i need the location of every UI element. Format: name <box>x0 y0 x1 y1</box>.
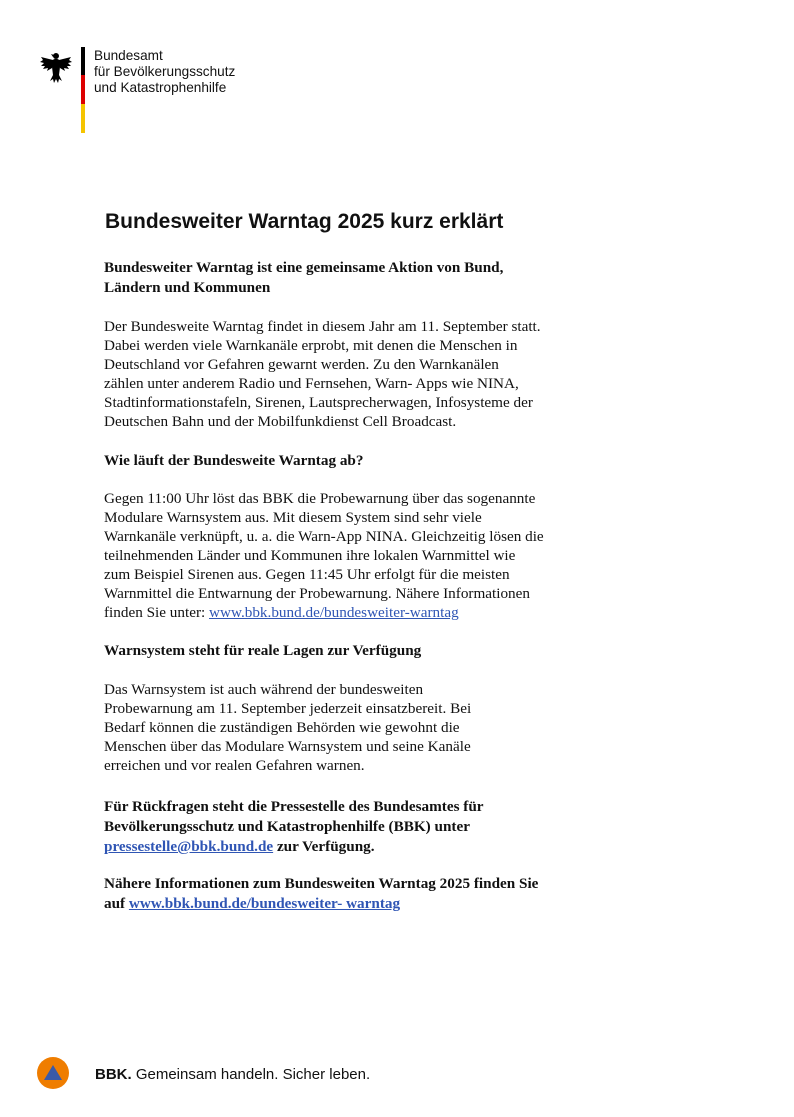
contact-line: Bevölkerungsschutz und Katastrophenhilfe (BBK) unter <box>104 818 470 835</box>
paragraph-line: Menschen über das Modulare Warnsystem und seine Kanäle <box>104 738 471 755</box>
link-prefix: finden Sie unter: <box>104 604 210 621</box>
agency-name <box>94 48 235 96</box>
paragraph-line: Dabei werden viele Warnkanäle erprobt, mit denen die Menschen in <box>104 337 518 354</box>
paragraph-line: Warnkanäle verknüpft, u. a. die Warn-App NINA. Gleichzeitig lösen die <box>104 528 544 545</box>
flag-stripe-gold <box>81 104 85 133</box>
contact-suffix: zur Verfügung. <box>273 838 375 855</box>
paragraph-line: Stadtinformationstafeln, Sirenen, Lautsprecherwagen, Infosysteme der <box>104 394 533 411</box>
contact-paragraph <box>104 797 484 857</box>
brand-name: BBK. <box>95 1066 132 1083</box>
heading-line: Ländern und Kommunen <box>104 279 271 296</box>
paragraph-line: Warnmittel die Entwarnung der Probewarnung. Nähere Informationen <box>104 585 530 602</box>
intro-paragraph <box>104 317 541 431</box>
more-info-line: Nähere Informationen zum Bundesweiten Warntag 2025 finden Sie <box>104 875 539 892</box>
paragraph-line: Bedarf können die zuständigen Behörden wie gewohnt die <box>104 719 460 736</box>
paragraph-line: Der Bundesweite Warntag findet in diesem Jahr am 11. September statt. <box>104 318 541 335</box>
paragraph-line: Das Warnsystem ist auch während der bundesweiten <box>104 681 424 698</box>
paragraph-line: zum Beispiel Sirenen aus. Gegen 11:45 Uhr erfolgt für die meisten <box>104 566 510 583</box>
paragraph-line: Gegen 11:00 Uhr löst das BBK die Probewarnung über das sogenannte <box>104 490 536 507</box>
german-flag-bar <box>81 47 85 133</box>
process-paragraph <box>104 489 544 622</box>
contact-line: Für Rückfragen steht die Pressestelle des Bundesamtes für <box>104 798 484 815</box>
slogan-text: Gemeinsam handeln. Sicher leben. <box>131 1066 371 1083</box>
civil-protection-triangle-icon <box>43 1063 63 1083</box>
paragraph-line: Deutschen Bahn und der Mobilfunkdienst Cell Broadcast. <box>104 413 457 430</box>
footer-slogan <box>95 1066 370 1083</box>
contact-line <box>104 837 484 857</box>
flag-stripe-red <box>81 75 85 104</box>
paragraph-line: teilnehmenden Länder und Kommunen ihre lokalen Warnmittel wie <box>104 547 516 564</box>
more-info-paragraph <box>104 874 538 914</box>
paragraph-line: erreichen und vor realen Gefahren warnen. <box>104 757 365 774</box>
page-title: Bundesweiter Warntag 2025 kurz erklärt <box>105 210 504 233</box>
process-heading: Wie läuft der Bundesweite Warntag ab? <box>104 452 364 469</box>
more-prefix: auf <box>104 895 129 912</box>
heading-line: Bundesweiter Warntag ist eine gemeinsame Aktion von Bund, <box>104 259 504 276</box>
paragraph-line <box>104 603 544 622</box>
paragraph-line: Deutschland vor Gefahren gewarnt werden. Zu den Warnkanälen <box>104 356 499 373</box>
agency-line: für Bevölkerungsschutz <box>94 64 236 79</box>
press-email-link[interactable]: pressestelle@bbk.bund.de <box>104 838 274 855</box>
federal-eagle-icon <box>40 51 72 85</box>
civil-protection-logo <box>37 1057 69 1089</box>
flag-stripe-black <box>81 47 85 75</box>
warntag-link[interactable]: www.bbk.bund.de/bundesweiter-warntag <box>209 604 459 621</box>
system-heading: Warnsystem steht für reale Lagen zur Verfügung <box>104 642 422 659</box>
agency-line: und Katastrophenhilfe <box>94 80 227 95</box>
paragraph-line: zählen unter anderem Radio und Fernsehen, Warn- Apps wie NINA, <box>104 375 519 392</box>
intro-heading <box>104 258 503 298</box>
system-paragraph <box>104 680 471 775</box>
more-info-line <box>104 894 538 914</box>
more-info-link[interactable]: www.bbk.bund.de/bundesweiter- warntag <box>128 895 401 912</box>
paragraph-line: Probewarnung am 11. September jederzeit einsatzbereit. Bei <box>104 700 472 717</box>
agency-line: Bundesamt <box>94 48 163 63</box>
paragraph-line: Modulare Warnsystem aus. Mit diesem System sind sehr viele <box>104 509 482 526</box>
